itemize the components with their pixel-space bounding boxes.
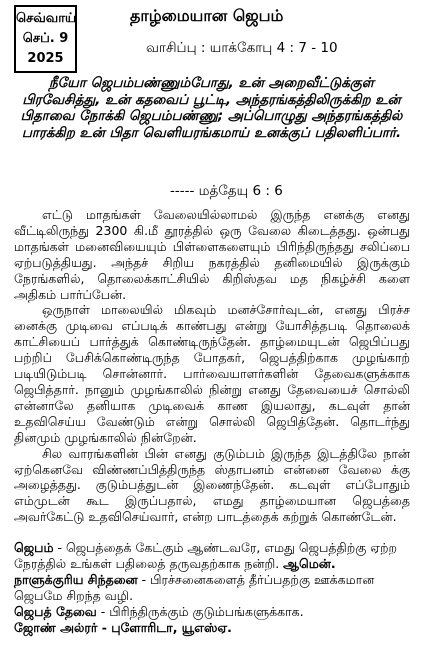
verse-reference: ----- மத்தேயு 6 : 6 — [170, 183, 283, 199]
need-line — [14, 604, 410, 620]
key-verse: நீயோ ஜெபம்பண்ணும்போது, உன் அறைவீட்டுக்குள் பிரவேசித்து, உன் கதவைப் பூட்டி, அந்தரங்கத்திலிருக்கிற உன் பிதாவை நோக்கி ஜெபம்பண்ணு; அப்பொழுது அந்தரங்கத்தில் பாரக்கிற உன் பிதா வெளியரங்கமாய் உனக்குப் பதிலளிப்பார். — [20, 75, 403, 141]
paragraph: எட்டு மாதங்கள் வேலையில்லாமல் இருந்த எனக்கு எனது வீட்டிலிருந்து 2300 கி.மீ தூரத்தில் ஒரு வேலை கிடைத்தது. ஒன்பது மாதங்கள் மனைவியையும் பிள்ளைகளையும் பிரிந்திருந்தது சலிப்பை ஏற்படுத்தியது. அந்தச் சிறிய நகரத்தில் தனிமையில் இருக்கும் நேரங்களில், தொலைக்காட்சியில் கிறிஸ்தவ மத நிகழ்ச்சி களை அதிகம் பார்ப்பேன். — [14, 207, 410, 302]
date-date: செப். 9 — [22, 31, 69, 46]
prayer-line — [14, 540, 410, 572]
devotion-footer — [14, 540, 410, 636]
paragraph: ஒருநாள் மாலையில் மிகவும் மனச்சோர்வுடன், எனது பிரச்ச னைக்கு முடிவை எப்படிக் காண்பது என்று யோசித்தபடி தொலைக் காட்சியைப் பார்த்துக் கொண்டிருந்தேன். தாழ்மையுடன் ஜெபிப்பது பற்றிப் பேசிக்கொண்டிருந்த போதகர், ஜெபத்திற்காக முழங்காற் படியிடும்படி சொன்னார். பார்வையாளர்களின் தேவைகளுக்காக ஜெபித்தார். நானும் முழங்காலில் நின்று எனது தேவையைச் சொல்லி என்னாலே தனியாக முடிவைக் காண இயலாது, கடவுள் தான் உதவிசெய்ய வேண்டும் என்று சொல்லி ஜெபித்தேன். தொடர்ந்து தினமும் முழங்காலில் நின்றேன். — [14, 302, 410, 445]
prayer-text: - ஜெபத்தைக் கேட்கும் ஆண்டவரே, எமது ஜெபத்திற்கு ஏற்ற நேரத்தில் உங்கள் பதிலைத் தருவதற்காக நன்றி. — [14, 540, 398, 571]
author-location: - புளோரிடா, யூஎஸ்ஏ. — [97, 620, 232, 635]
date-box — [14, 5, 77, 73]
prayer-label: ஜெபம் — [14, 540, 54, 555]
date-day: செவ்வாய் — [16, 11, 77, 26]
devotion-body — [14, 207, 410, 525]
paragraph: சில வாரங்களின் பின் எனது குடும்பம் இருந்த இடத்திலே நான் ஏற்கெனவே விண்ணப்பித்திருந்த ஸ்தாபனம் என்னை வேலை க்கு அழைத்தது. குடும்பத்துடன் இணைந்தேன். கடவுள் எப்போதும் எம்முடன் கூட இருப்பதால், எமது தாழ்மையான ஜெபத்தை அவர்கேட்டு உதவிசெய்வார், என்ற பாடத்தைக் கற்றுக் கொண்டேன். — [14, 445, 410, 525]
date-year: 2025 — [27, 51, 64, 66]
need-text: - பிரிந்திருக்கும் குடும்பங்களுக்காக. — [96, 604, 304, 619]
author-name: ஜோண் அல்ரர் — [14, 620, 98, 635]
page-title: தாழ்மையான ஜெபம் — [130, 6, 284, 25]
need-label: ஜெபத் தேவை — [14, 604, 97, 619]
thought-label: நாளுக்குரிய சிந்தனை — [14, 572, 138, 587]
author-line — [14, 620, 410, 636]
thought-text: - பிரச்சனைகளைத் தீர்ப்பதற்கு ஊக்கமான ஜெபமே சிறந்த வழி. — [14, 572, 375, 603]
thought-line — [14, 572, 410, 604]
prayer-amen: ஆமென். — [283, 556, 336, 571]
scripture-reading: வாசிப்பு : யாக்கோபு 4 : 7 - 10 — [146, 40, 338, 56]
